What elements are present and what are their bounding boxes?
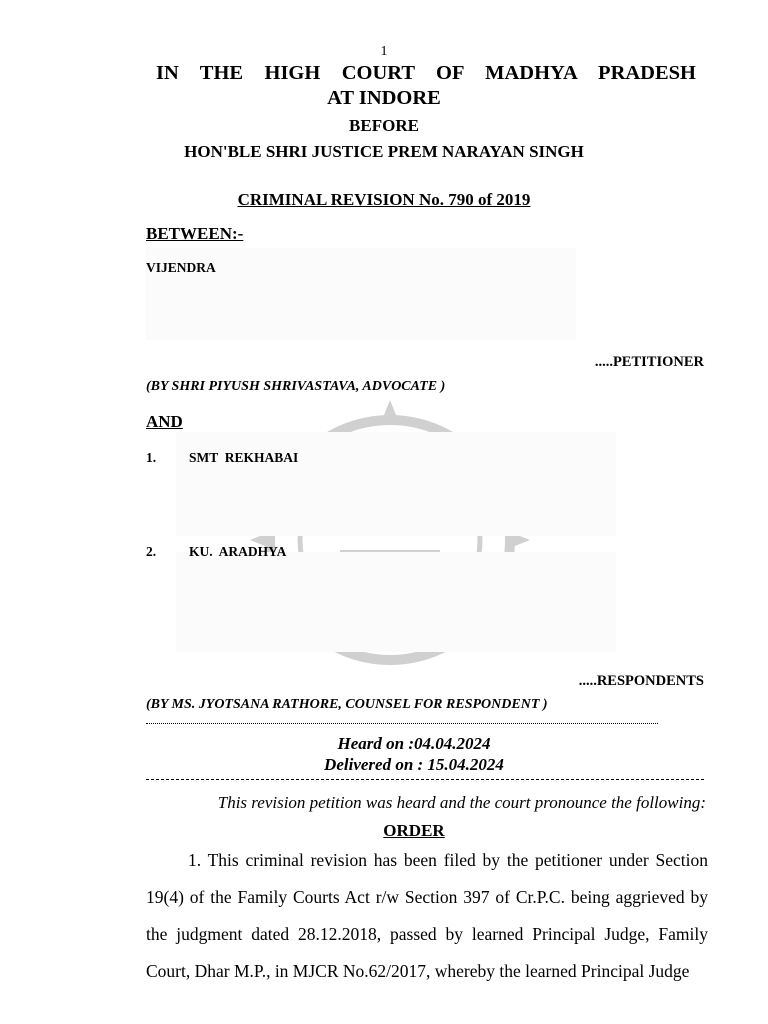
court-seal-watermark (230, 380, 550, 700)
paragraph-1: 1. This criminal revision has been filed by the petitioner under Section 19(4) of the Family Courts Act r/w Section 397 of Cr.P.C. being aggrieved by the judgment dated 28.12.2018, passed by learned Principal Judge, Family Court, Dhar M.P., in MJCR No.62/2017, whereby the learned Principal Judge (146, 850, 708, 981)
delivered-on: Delivered on : 15.04.2024 (324, 755, 504, 774)
judge-name: HON'BLE SHRI JUSTICE PREM NARAYAN SINGH (184, 142, 584, 161)
redacted-respondent2-address (176, 552, 616, 652)
petitioner-role: .....PETITIONER (594, 354, 704, 370)
between-label: BETWEEN:- (146, 224, 244, 243)
separator-dashed (146, 779, 704, 780)
before-label: BEFORE (349, 116, 419, 135)
court-name-line2: AT INDORE (327, 87, 441, 109)
respondent-2-name: KU. ARADHYA (189, 544, 287, 559)
respondents-role: .....RESPONDENTS (578, 673, 704, 689)
intro-text: This revision petition was heard and the court pronounce the following: (217, 793, 706, 812)
petitioner-name: VIJENDRA (146, 260, 216, 275)
case-title: CRIMINAL REVISION No. 790 of 2019 (237, 190, 531, 209)
petitioner-counsel: (BY SHRI PIYUSH SHRIVASTAVA, ADVOCATE ) (146, 379, 446, 394)
heard-on: Heard on :04.04.2024 (337, 734, 491, 753)
court-name-line1: IN THE HIGH COURT OF MADHYA PRADESH (156, 62, 696, 84)
page-number: 1 (380, 44, 388, 59)
respondent-2-number: 2. (146, 544, 157, 559)
respondents-counsel: (BY MS. JYOTSANA RATHORE, COUNSEL FOR RESPONDENT ) (146, 697, 548, 712)
and-label: AND (146, 412, 183, 431)
respondent-1-name: SMT REKHABAI (189, 450, 299, 465)
order-heading: ORDER (383, 821, 445, 840)
redacted-respondent1-address (176, 432, 616, 536)
separator-dotted (146, 723, 658, 724)
respondent-1-number: 1. (146, 450, 157, 465)
